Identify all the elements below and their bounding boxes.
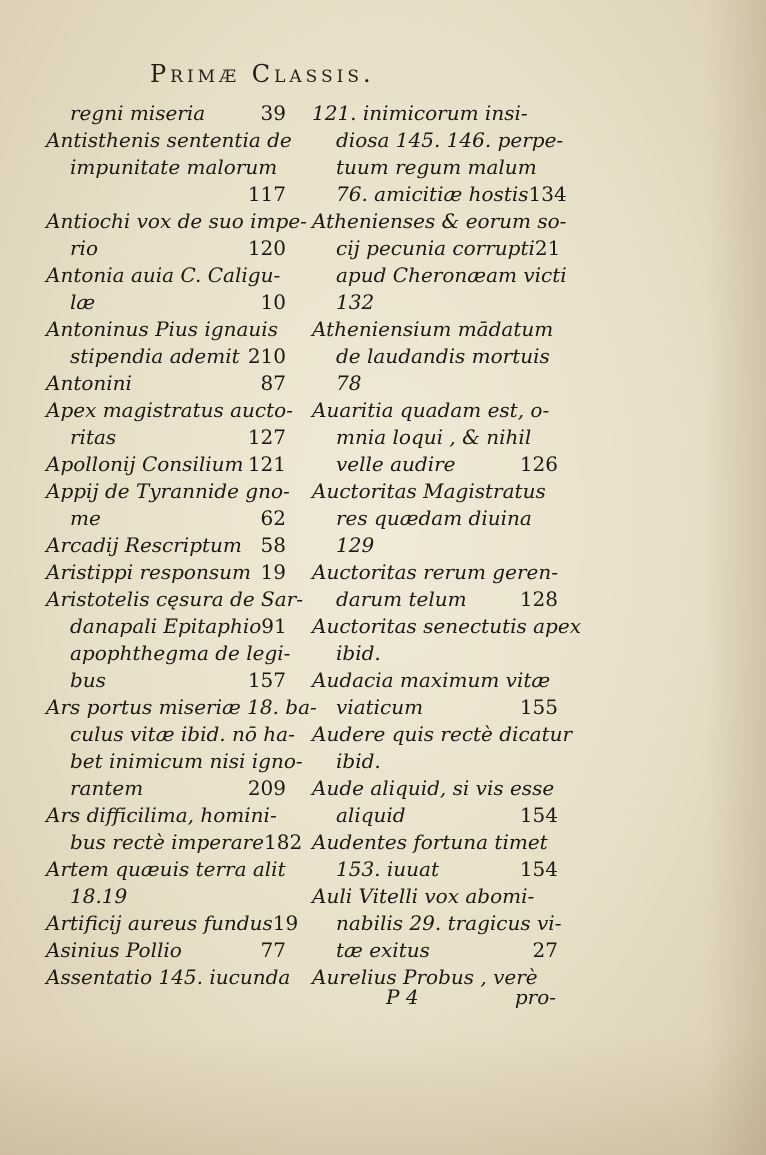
index-line xyxy=(312,316,558,343)
index-text: Artem quæuis terra alit xyxy=(46,857,286,881)
index-text: 76. amicitiæ hostis xyxy=(336,182,529,206)
index-text: Aurelius Probus , verè xyxy=(312,965,538,989)
index-text: Apex magistratus aucto- xyxy=(46,398,293,422)
index-line xyxy=(46,235,286,262)
index-text: Antonini xyxy=(46,371,132,395)
index-text: Antonia auia C. Caligu- xyxy=(46,263,281,287)
index-line xyxy=(312,937,558,964)
index-line xyxy=(46,397,293,424)
index-line xyxy=(46,613,286,640)
page-reference: 62 xyxy=(260,506,286,530)
index-text: bus xyxy=(70,668,106,692)
page-reference: 117 xyxy=(247,182,286,206)
index-line xyxy=(46,343,286,370)
index-text: de laudandis mortuis xyxy=(336,344,550,368)
index-line xyxy=(46,208,307,235)
page-edge-shadow xyxy=(706,0,766,1155)
index-text: Atheniensium mādatum xyxy=(312,317,554,341)
index-text: Antiochi vox de suo impe- xyxy=(46,209,307,233)
index-line xyxy=(312,559,558,586)
index-text: 153. iuuat xyxy=(336,857,440,881)
index-text: 18.19 xyxy=(70,884,128,908)
page-reference: 27 xyxy=(532,938,558,962)
index-line xyxy=(312,127,564,154)
index-text: rantem xyxy=(70,776,144,800)
index-column-right xyxy=(312,100,581,991)
index-text: 129 xyxy=(336,533,375,557)
index-line xyxy=(46,262,286,289)
page-reference: 127 xyxy=(247,425,286,449)
index-line xyxy=(46,829,303,856)
index-line xyxy=(312,910,562,937)
page-reference: 128 xyxy=(519,587,558,611)
index-text: Auaritia quadam est, o- xyxy=(312,398,550,422)
index-line xyxy=(46,559,286,586)
page-reference: 58 xyxy=(260,533,286,557)
index-line xyxy=(46,505,286,532)
index-line xyxy=(312,100,558,127)
index-text: Assentatio 145. iucunda xyxy=(46,965,291,989)
index-text: Ars portus miseriæ 18. ba- xyxy=(46,695,317,719)
index-text: me xyxy=(70,506,101,530)
index-line xyxy=(46,370,286,397)
page-reference: 10 xyxy=(260,290,286,314)
index-text: apophthegma de legi- xyxy=(70,641,291,665)
index-line xyxy=(46,316,286,343)
page-reference: 21 xyxy=(534,236,561,260)
page-reference: 154 xyxy=(519,857,558,881)
index-text: aliquid xyxy=(336,803,406,827)
index-text: bus rectè imperare xyxy=(70,830,265,854)
index-text: Ars difficilima, homini- xyxy=(46,803,277,827)
index-line xyxy=(46,478,290,505)
index-text: viaticum xyxy=(336,695,424,719)
page-reference: 126 xyxy=(519,452,558,476)
index-line xyxy=(46,100,286,127)
index-text: Asinius Pollio xyxy=(46,938,182,962)
index-text: 121. inimicorum insi- xyxy=(312,101,528,125)
index-text: Aristotelis cęsura de Sar- xyxy=(46,587,303,611)
index-line xyxy=(46,154,286,181)
index-text: Auctoritas rerum geren- xyxy=(312,560,558,584)
index-text: impunitate malorum xyxy=(70,155,278,179)
index-line xyxy=(312,667,558,694)
index-text: tuum regum malum xyxy=(336,155,537,179)
index-text: Apollonij Consilium xyxy=(46,452,244,476)
page-reference: 210 xyxy=(247,344,286,368)
catchword: pro- xyxy=(514,985,556,1009)
index-line xyxy=(46,964,291,991)
index-line xyxy=(312,289,558,316)
index-text: 132 xyxy=(336,290,375,314)
index-text: culus vitæ ibid. nō ha- xyxy=(70,722,295,746)
index-line xyxy=(46,451,286,478)
index-line xyxy=(46,532,286,559)
index-text: nabilis 29. tragicus vi- xyxy=(336,911,562,935)
index-line xyxy=(46,127,292,154)
index-text: diosa 145. 146. perpe- xyxy=(336,128,564,152)
index-line xyxy=(46,748,303,775)
index-text: Artificij aureus fundus xyxy=(46,911,273,935)
index-line xyxy=(312,154,558,181)
index-line xyxy=(312,775,558,802)
index-text: Auctoritas Magistratus xyxy=(312,479,546,503)
index-line xyxy=(312,748,558,775)
index-line xyxy=(312,883,558,910)
index-text: res quædam diuina xyxy=(336,506,532,530)
index-line xyxy=(312,802,558,829)
index-line xyxy=(46,289,286,316)
index-line xyxy=(312,262,567,289)
index-line xyxy=(312,694,558,721)
page-reference: 134 xyxy=(528,182,567,206)
page-reference: 182 xyxy=(264,830,303,854)
index-line xyxy=(312,505,558,532)
index-text: Antoninus Pius ignauis xyxy=(46,317,278,341)
page-reference: 19 xyxy=(260,560,286,584)
index-text: Audacia maximum vitæ xyxy=(312,668,551,692)
index-text: Arcadij Rescriptum xyxy=(46,533,242,557)
page-reference: 77 xyxy=(260,938,286,962)
page-reference: 157 xyxy=(247,668,286,692)
index-text: darum telum xyxy=(336,587,467,611)
index-line xyxy=(312,181,567,208)
index-line xyxy=(312,424,558,451)
index-text: Auli Vitelli vox abomi- xyxy=(312,884,535,908)
index-line xyxy=(312,451,558,478)
index-text: regni miseria xyxy=(70,101,206,125)
index-text: cij pecunia corrupti xyxy=(336,236,535,260)
index-line xyxy=(312,208,567,235)
index-line xyxy=(312,829,558,856)
index-line xyxy=(46,694,317,721)
page-footer xyxy=(386,985,556,1009)
index-line xyxy=(46,640,291,667)
page-reference: 155 xyxy=(519,695,558,719)
index-text: Antisthenis sententia de xyxy=(46,128,292,152)
index-line xyxy=(312,397,558,424)
index-text: stipendia ademit xyxy=(70,344,240,368)
index-line xyxy=(312,478,558,505)
page-reference: 87 xyxy=(260,371,286,395)
index-line xyxy=(46,667,286,694)
index-line xyxy=(312,370,558,397)
index-line xyxy=(312,640,558,667)
index-text: danapali Epitaphio xyxy=(70,614,262,638)
index-line xyxy=(312,721,573,748)
index-line xyxy=(46,802,286,829)
index-line xyxy=(312,613,581,640)
page-reference: 121 xyxy=(247,452,286,476)
index-text: Aristippi responsum xyxy=(46,560,251,584)
signature-mark: P 4 xyxy=(386,985,419,1009)
index-line xyxy=(46,856,286,883)
index-line xyxy=(46,721,295,748)
page-reference: 154 xyxy=(519,803,558,827)
index-text: Appij de Tyrannide gno- xyxy=(46,479,290,503)
index-line xyxy=(312,532,558,559)
index-line xyxy=(46,910,299,937)
index-text: velle audire xyxy=(336,452,456,476)
index-column-left xyxy=(46,100,317,991)
page-reference: 91 xyxy=(261,614,287,638)
index-line xyxy=(312,856,558,883)
running-head: Primæ Classis. xyxy=(150,60,375,88)
index-line xyxy=(312,343,558,370)
index-line xyxy=(46,883,286,910)
index-text: Audere quis rectè dicatur xyxy=(312,722,573,746)
index-text: bet inimicum nisi igno- xyxy=(70,749,303,773)
index-line xyxy=(46,181,286,208)
index-text: 78 xyxy=(336,371,362,395)
page-reference: 120 xyxy=(247,236,286,260)
page-reference: 209 xyxy=(247,776,286,800)
index-text: Aude aliquid, si vis esse xyxy=(312,776,555,800)
index-text: ibid. xyxy=(336,749,381,773)
index-text: rio xyxy=(70,236,98,260)
index-text: apud Cheronæam victi xyxy=(336,263,567,287)
index-text: Athenienses & eorum so- xyxy=(312,209,567,233)
index-line xyxy=(46,775,286,802)
index-line xyxy=(46,937,286,964)
index-line xyxy=(46,586,303,613)
index-line xyxy=(312,235,561,262)
index-text: mnia loqui , & nihil xyxy=(336,425,532,449)
index-text: tæ exitus xyxy=(336,938,430,962)
index-line xyxy=(46,424,286,451)
page-bottom-shadow xyxy=(0,1035,766,1155)
index-text: ibid. xyxy=(336,641,381,665)
index-line xyxy=(312,586,558,613)
page-reference: 39 xyxy=(260,101,286,125)
index-text: ritas xyxy=(70,425,117,449)
index-text: Audentes fortuna timet xyxy=(312,830,548,854)
page-reference: 19 xyxy=(272,911,299,935)
index-text: Auctoritas senectutis apex xyxy=(312,614,581,638)
index-text: læ xyxy=(70,290,96,314)
